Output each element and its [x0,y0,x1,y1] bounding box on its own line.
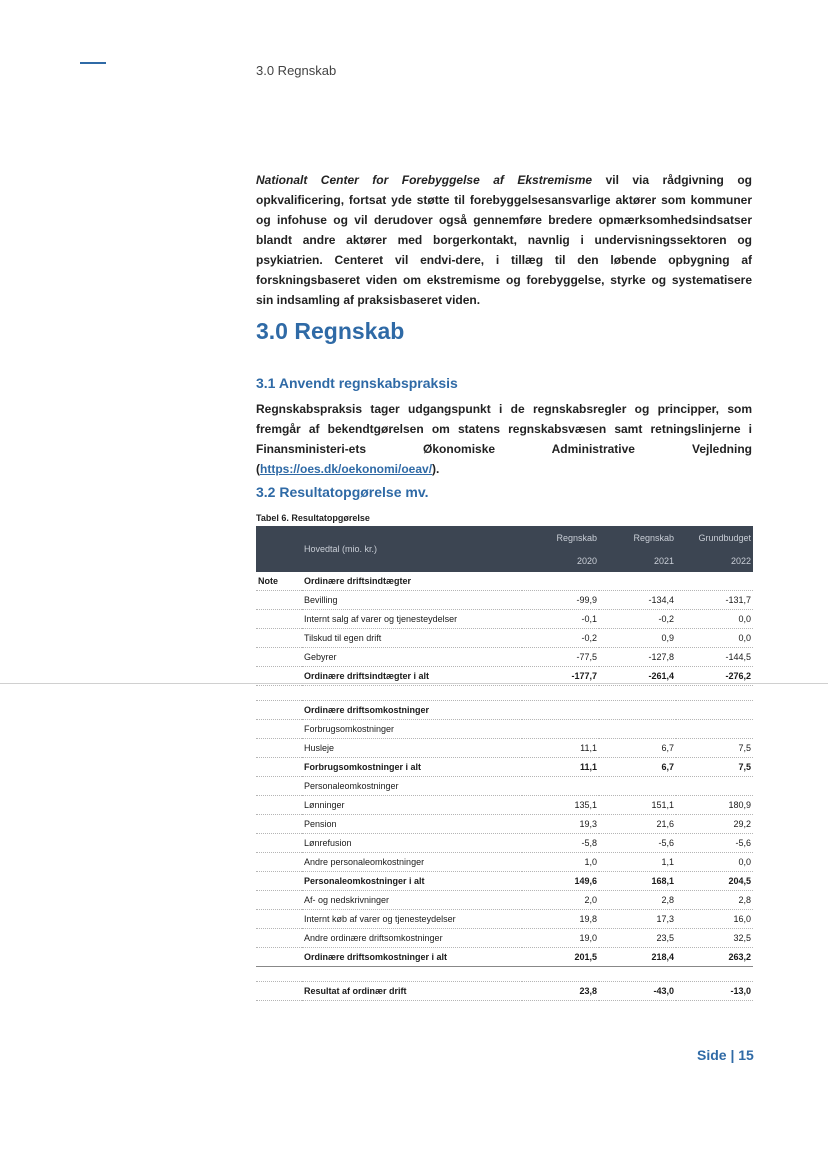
table-row [256,891,753,910]
table-row [256,929,753,948]
row-value-2022: 7,5 [676,739,753,758]
row-value-2020: -5,8 [522,834,599,853]
table-row [256,796,753,815]
row-note [256,929,302,948]
row-note [256,834,302,853]
row-note: Note [256,572,302,591]
table-row [256,648,753,667]
row-label: Andre ordinære driftsomkostninger [302,929,522,948]
row-value-2021: -261,4 [599,667,676,686]
table-row [256,948,753,967]
table-row [256,872,753,891]
row-label: Resultat af ordinær drift [302,982,522,1001]
row-value-2020: -77,5 [522,648,599,667]
row-value-2022: -131,7 [676,591,753,610]
row-value-2022 [676,967,753,982]
row-value-2020: 19,0 [522,929,599,948]
row-value-2021 [599,777,676,796]
header-col3-top: Grundbudget [676,526,753,550]
row-label: Ordinære driftsindtægter i alt [302,667,522,686]
row-value-2021: 151,1 [599,796,676,815]
subsection-title-income-statement: 3.2 Resultatopgørelse mv. [256,484,429,500]
row-value-2020 [522,967,599,982]
row-value-2020: 19,3 [522,815,599,834]
header-col1-top: Regnskab [522,526,599,550]
row-value-2022: 180,9 [676,796,753,815]
row-value-2020: -0,2 [522,629,599,648]
row-note [256,591,302,610]
row-note [256,739,302,758]
row-value-2021: 168,1 [599,872,676,891]
table-row [256,720,753,739]
row-value-2022: 29,2 [676,815,753,834]
row-value-2021: 6,7 [599,739,676,758]
intro-paragraph [256,170,752,310]
row-value-2021 [599,701,676,720]
row-note [256,967,302,982]
row-label: Af- og nedskrivninger [302,891,522,910]
row-value-2021: -127,8 [599,648,676,667]
row-value-2020 [522,720,599,739]
row-value-2021 [599,967,676,982]
row-value-2020: 2,0 [522,891,599,910]
row-label: Ordinære driftsindtægter [302,572,522,591]
table-row [256,982,753,1001]
row-value-2022 [676,701,753,720]
row-label: Tilskud til egen drift [302,629,522,648]
table-row [256,610,753,629]
row-label: Internt salg af varer og tjenesteydelser [302,610,522,629]
row-value-2022: 16,0 [676,910,753,929]
row-note [256,948,302,967]
row-value-2022 [676,720,753,739]
row-value-2021: 2,8 [599,891,676,910]
row-value-2021: 0,9 [599,629,676,648]
row-value-2020: 201,5 [522,948,599,967]
row-value-2022: -276,2 [676,667,753,686]
header-note-cell [256,526,302,550]
table-row [256,629,753,648]
table-row [256,834,753,853]
row-value-2022: -144,5 [676,648,753,667]
row-value-2020: 1,0 [522,853,599,872]
row-value-2021 [599,720,676,739]
row-value-2022: 0,0 [676,629,753,648]
row-note [256,777,302,796]
table-body [256,572,753,1001]
row-value-2020: -99,9 [522,591,599,610]
row-value-2020: -0,1 [522,610,599,629]
row-note [256,796,302,815]
row-value-2022: 204,5 [676,872,753,891]
row-value-2022: -5,6 [676,834,753,853]
row-label [302,967,522,982]
row-note [256,720,302,739]
row-label [302,686,522,701]
header-col3-year: 2022 [676,550,753,572]
row-value-2022: 7,5 [676,758,753,777]
header-note-cell-2 [256,550,302,572]
row-note [256,982,302,1001]
row-value-2022: 0,0 [676,610,753,629]
row-note [256,629,302,648]
row-label: Husleje [302,739,522,758]
row-value-2022 [676,686,753,701]
table-row [256,701,753,720]
row-label: Lønrefusion [302,834,522,853]
row-value-2021: 1,1 [599,853,676,872]
row-label: Andre personaleomkostninger [302,853,522,872]
table-row [256,591,753,610]
table-row [256,739,753,758]
row-value-2020 [522,777,599,796]
intro-italic-lead: Nationalt Center for Forebyggelse af Ekstremisme [256,173,593,187]
row-value-2021: 21,6 [599,815,676,834]
paragraph-text-before: Regnskabspraksis tager udgangspunkt i de regnskabsregler og principper, som fremgår af bekendtgørelsen om statens regnskabsvæsen samt retningslinjerne i Finansministeri-ets Økonomiske Administrative Vejledning ( [256,402,752,476]
row-value-2020: -177,7 [522,667,599,686]
header-label: Hovedtal (mio. kr.) [302,526,522,572]
row-note [256,910,302,929]
table-row [256,686,753,701]
row-value-2022: 263,2 [676,948,753,967]
running-head: 3.0 Regnskab [256,63,337,78]
section-title: 3.0 Regnskab [256,318,405,344]
row-label: Ordinære driftsomkostninger i alt [302,948,522,967]
corner-mark [80,62,106,64]
row-value-2022: 2,8 [676,891,753,910]
table-row [256,815,753,834]
row-value-2022: 0,0 [676,853,753,872]
row-value-2021: 218,4 [599,948,676,967]
row-label: Forbrugsomkostninger [302,720,522,739]
row-value-2020: 19,8 [522,910,599,929]
row-note [256,610,302,629]
row-value-2020: 23,8 [522,982,599,1001]
row-value-2021: -134,4 [599,591,676,610]
row-value-2020: 11,1 [522,739,599,758]
row-value-2020 [522,686,599,701]
row-value-2022: -13,0 [676,982,753,1001]
row-note [256,648,302,667]
row-value-2021: 23,5 [599,929,676,948]
row-note [256,891,302,910]
row-label: Pension [302,815,522,834]
row-value-2020: 135,1 [522,796,599,815]
row-value-2021: -5,6 [599,834,676,853]
row-label: Personaleomkostninger [302,777,522,796]
row-note [256,872,302,891]
row-label: Internt køb af varer og tjenesteydelser [302,910,522,929]
row-label: Forbrugsomkostninger i alt [302,758,522,777]
row-value-2020: 11,1 [522,758,599,777]
row-note [256,853,302,872]
row-label: Gebyrer [302,648,522,667]
row-value-2022 [676,572,753,591]
header-col2-top: Regnskab [599,526,676,550]
row-label: Personaleomkostninger i alt [302,872,522,891]
row-value-2021 [599,686,676,701]
income-statement-table [256,526,753,1001]
row-value-2020 [522,572,599,591]
row-value-2020 [522,701,599,720]
oeav-link[interactable]: https://oes.dk/oekonomi/oeav/ [260,462,433,476]
row-label: Ordinære driftsomkostninger [302,701,522,720]
scan-line-divider [0,683,828,684]
table-row [256,910,753,929]
row-value-2021: -43,0 [599,982,676,1001]
row-value-2020: 149,6 [522,872,599,891]
intro-text: vil via rådgivning og opkvalificering, fortsat yde støtte til forebyggelsesansvarlige aktører som kommuner og infohuse og vil derudover også gennemføre bredere opmærksomhedsindsatser blandt andre aktører med borgerkontakt, navnlig i undervisningssektoren og psykiatrien. Centeret vil endvi-dere, i tillæg til den løbende opbygning af forskningsbaseret viden om ekstremisme og forebyggelse, styrke og systematisere sin indsamling af praksisbaseret viden. [256,173,752,307]
row-note [256,686,302,701]
subsection-title-accounting-practice: 3.1 Anvendt regnskabspraksis [256,375,458,391]
row-value-2021 [599,572,676,591]
table-row [256,777,753,796]
accounting-practice-paragraph [256,399,752,479]
row-value-2021: -0,2 [599,610,676,629]
table-row [256,853,753,872]
row-note [256,701,302,720]
row-value-2022 [676,777,753,796]
header-col2-year: 2021 [599,550,676,572]
row-value-2022: 32,5 [676,929,753,948]
table-row [256,758,753,777]
row-note [256,758,302,777]
paragraph-text-after: ). [432,462,440,476]
table-row [256,967,753,982]
page-number: Side | 15 [697,1047,754,1063]
table-row [256,572,753,591]
row-label: Bevilling [302,591,522,610]
row-label: Lønninger [302,796,522,815]
row-value-2021: 17,3 [599,910,676,929]
row-value-2021: 6,7 [599,758,676,777]
table-caption: Tabel 6. Resultatopgørelse [256,513,370,523]
header-col1-year: 2020 [522,550,599,572]
row-note [256,815,302,834]
